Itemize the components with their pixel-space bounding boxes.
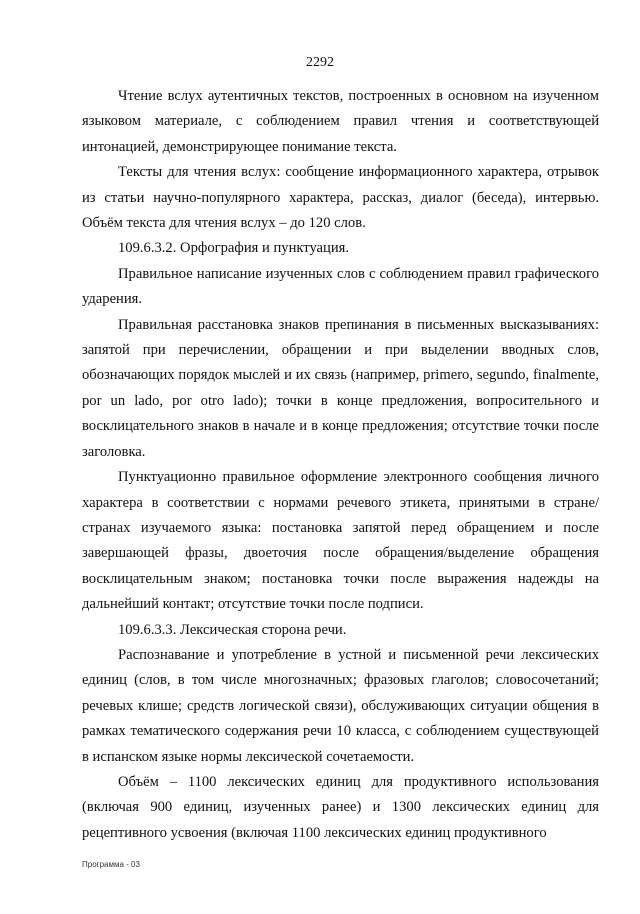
page-footer: Программа - 03 bbox=[82, 860, 140, 869]
paragraph-spelling: Правильное написание изученных слов с соблюдением правил графического ударения. bbox=[82, 265, 599, 308]
paragraph-lexical-volume: Объём – 1100 лексических единиц для продуктивного использования (включая 900 единиц, изученных ранее) и 1300 лексических единиц для рецептивного усвоения (включая 1100 лексических единиц продуктивного bbox=[82, 773, 599, 841]
page-body bbox=[82, 84, 599, 846]
paragraph-texts-for-reading: Тексты для чтения вслух: сообщение информационного характера, отрывок из статьи научно-популярного характера, рассказ, диалог (беседа), интервью. Объём текста для чтения вслух – до 120 слов. bbox=[82, 164, 599, 232]
page-number: 2292 bbox=[306, 55, 334, 70]
paragraph-punctuation: Правильная расстановка знаков препинания в письменных высказываниях: запятой при перечислении, обращении и при выделении вводных слов, обозначающих порядок мыслей и их связь (например, primero, segundo, finalmente, por un lado, por otro lado); точки в конце предложения, вопросительного и восклицательного знаков в начале и в конце предложения; отсутствие точки после заголовка. bbox=[82, 316, 599, 460]
section-heading-orthography: 109.6.3.2. Орфография и пунктуация. bbox=[118, 240, 350, 257]
paragraph-reading-aloud: Чтение вслух аутентичных текстов, построенных в основном на изученном языковом материале, с соблюдением правил чтения и соответствующей интонацией, демонстрирующее понимание текста. bbox=[82, 88, 599, 155]
paragraph-lexical-units: Распознавание и употребление в устной и письменной речи лексических единиц (слов, в том числе многозначных; фразовых глаголов; словосочетаний; речевых клише; средств логической связи), обслуживающих ситуации общения в рамках тематического содержания речи 10 класса, с соблюдением существующей в испанском языке нормы лексической сочетаемости. bbox=[82, 646, 599, 765]
section-heading-lexical: 109.6.3.3. Лексическая сторона речи. bbox=[118, 621, 347, 638]
paragraph-email-punctuation: Пунктуационно правильное оформление электронного сообщения личного характера в соответствии с нормами речевого этикета, принятыми в стране/странах изучаемого языка: постановка запятой перед обращением и после завершающей фразы, двоеточия после обращения/выделение обращения восклицательным знаком; постановка точки после выражения надежды на дальнейший контакт; отсутствие точки после подписи. bbox=[82, 469, 599, 613]
